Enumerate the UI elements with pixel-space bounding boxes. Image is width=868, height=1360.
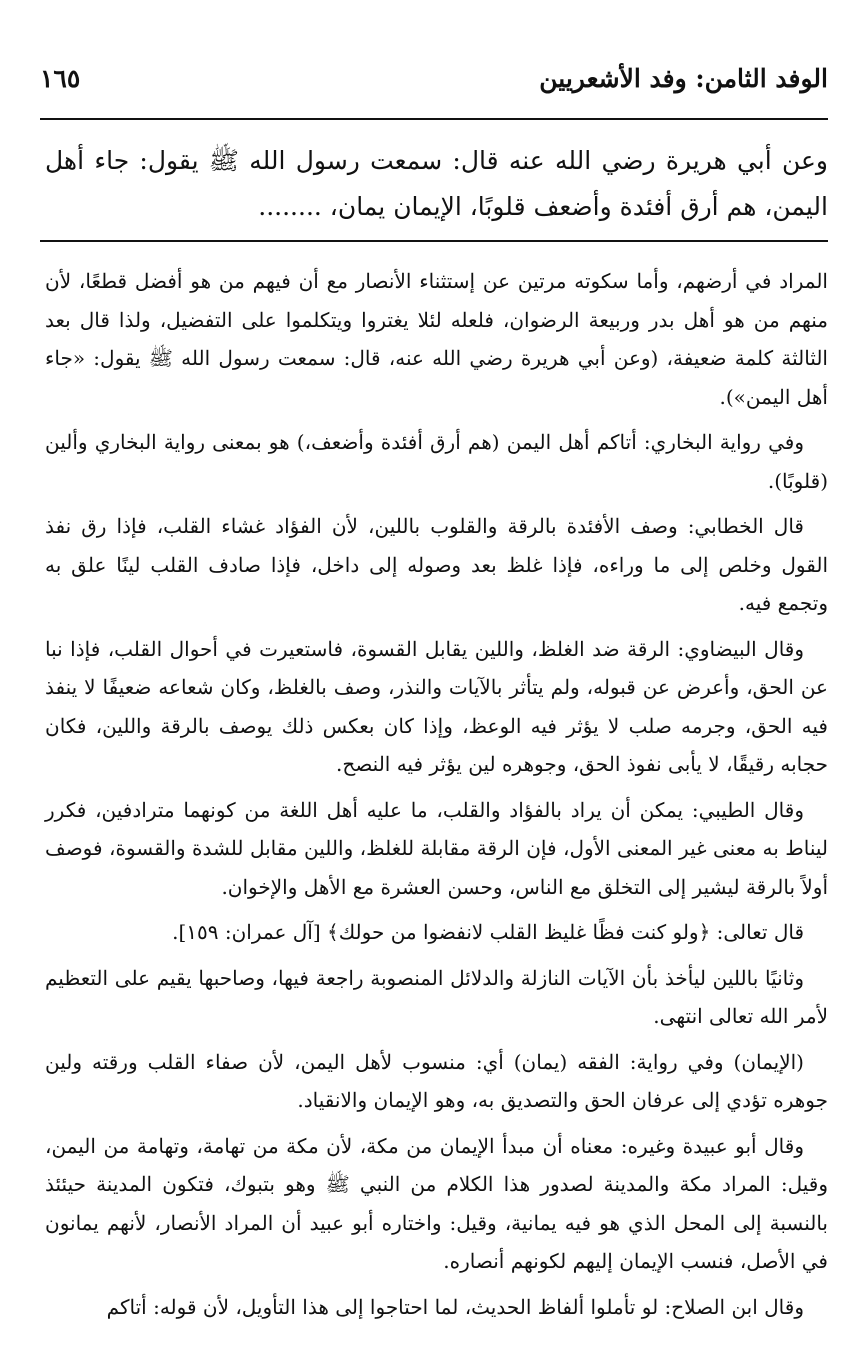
commentary-paragraph: قال الخطابي: وصف الأفئدة بالرقة والقلوب باللين، لأن الفؤاد غشاء القلب، فإذا رق نفذ القول وخلص إلى ما وراءه، فإذا غلظ بعد وصوله إلى داخل، فإذا صادف القلب لينًا علق به وتجمع فيه.	[45, 514, 828, 615]
commentary-paragraph: وقال الطيبي: يمكن أن يراد بالفؤاد والقلب، ما عليه أهل اللغة من كونهما مترادفين، فكرر ليناط به معنى غير المعنى الأول، فإن الرقة مقابلة للغلظ، واللين مقابل للشدة والقسوة، فوصف أولاً بالرقة ليشير إلى التخلق مع الناس، وحسن العشرة مع الأهل والإخوان.	[45, 797, 828, 899]
commentary-paragraph: وقال البيضاوي: الرقة ضد الغلظ، واللين يقابل القسوة، فاستعيرت في أحوال القلب، فإذا نبا عن الحق، وأعرض عن قبوله، ولم يتأثر بالآيات والنذر، وصف بالغلظ، وكان شعاعه ضعيفًا لا ينفذ فيه الحق، وجرمه صلب لا يؤثر فيه الوعظ، وإذا كان بعكس ذلك يوصف بالرقة واللين، فكان حجابه رقيقًا، لا يأبى نفوذ الحق، وجوهره لين يؤثر فيه النصح.	[45, 636, 828, 776]
header-rule	[40, 118, 828, 120]
commentary-paragraph: وقال ابن الصلاح: لو تأملوا ألفاظ الحديث، لما احتاجوا إلى هذا التأويل، لأن قوله: أتاكم	[106, 1294, 804, 1319]
commentary-paragraph: وفي رواية البخاري: أتاكم أهل اليمن (هم أرق أفئدة وأضعف،) هو بمعنى رواية البخاري وألين (قلوبًا).	[45, 430, 828, 493]
page-header	[40, 56, 828, 106]
commentary-body	[45, 262, 828, 1333]
commentary-paragraph: المراد في أرضهم، وأما سكوته مرتين عن إستثناء الأنصار مع أن فيهم من هو أفضل قطعًا، لأن منهم من هو أهل بدر وربيعة الرضوان، فلعله لئلا يغتروا ويتكلموا على التفضيل، ولذا قال بعد الثالثة كلمة ضعيفة، (وعن أبي هريرة رضي الله عنه، قال: سمعت رسول الله ﷺ يقول: «جاء أهل اليمن»).	[45, 269, 828, 409]
hadith-text-box	[45, 138, 828, 230]
running-title: الوفد الثامن: وفد الأشعريين	[539, 64, 828, 93]
commentary-paragraph: وقال أبو عبيدة وغيره: معناه أن مبدأ الإيمان من مكة، لأن مكة من تهامة، وتهامة من اليمن، وقيل: المراد مكة والمدينة لصدور هذا الكلام من النبي ﷺ وهو بتبوك، فتكون المدينة حيئئذ بالنسبة إلى المحل الذي هو فيه يمانية، وقيل: واختاره أبو عبيد أن المراد الأنصار، لأنهم يمانون في الأصل، فنسب الإيمان إليهم لكونهم أنصاره.	[45, 1133, 828, 1273]
commentary-paragraph: (الإيمان) وفي رواية: الفقه (يمان) أي: منسوب لأهل اليمن، لأن صفاء القلب ورقته ولين جوهره تؤدي إلى عرفان الحق والتصديق به، وهو الإيمان والانقياد.	[45, 1049, 828, 1112]
quran-quote-paragraph: قال تعالى: ﴿ولو كنت فظًا غليظ القلب لانفضوا من حولك﴾ [آل عمران: ١٥٩].	[172, 920, 804, 944]
commentary-paragraph: وثانيًا باللين ليأخذ بأن الآيات النازلة والدلائل المنصوبة راجعة فيها، وصاحبها يقيم على التعظيم لأمر الله تعالى انتهى.	[45, 965, 828, 1028]
hadith-text: وعن أبي هريرة رضي الله عنه قال: سمعت رسول الله ﷺ يقول: جاء أهل اليمن، هم أرق أفئدة وأضعف قلوبًا، الإيمان يمان، ........	[45, 146, 828, 221]
section-rule	[40, 240, 828, 242]
page-number: ١٦٥	[40, 64, 81, 93]
